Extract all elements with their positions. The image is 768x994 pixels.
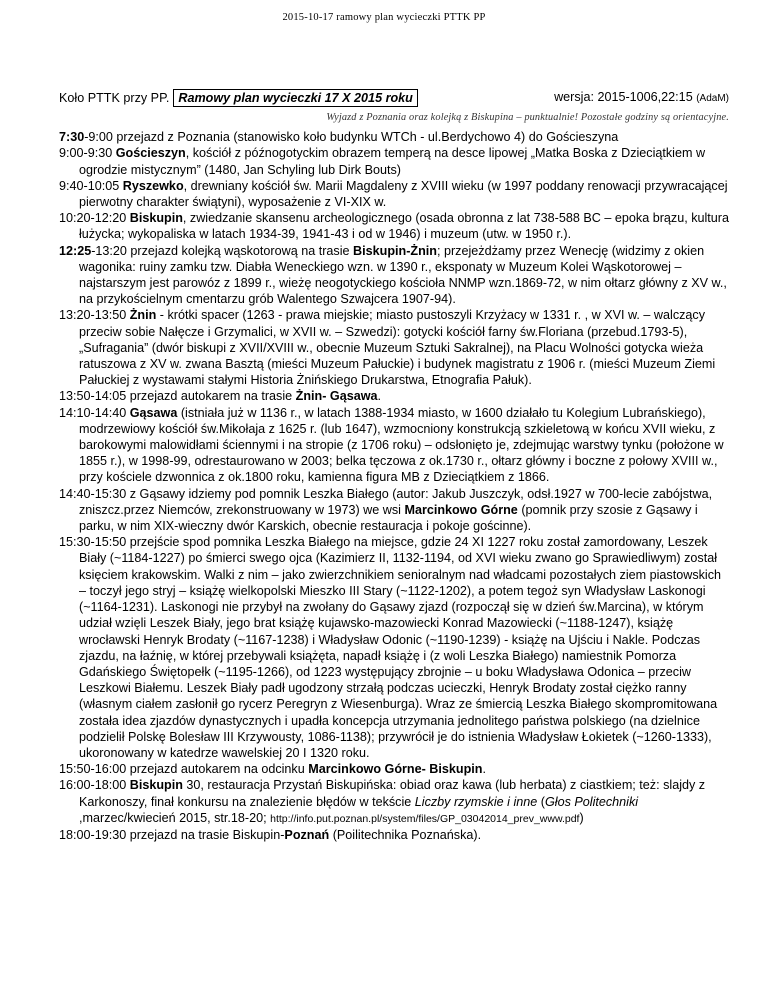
document-body <box>59 88 729 843</box>
entry-time: 14:40-15:30 z Gąsawy idziemy pod pomnik Leszka Białego (autor: Jakub Juszczyk, odsł.1927 w 700-lecie zabójstwa, zniszcz.przez Niemców, zrekonstruowany w 1973) we wsi <box>59 486 713 517</box>
version-label: wersja: 2015-1006,22:15 <box>554 89 693 104</box>
entry-text: , drewniany kościół św. Marii Magdaleny z XVIII wieku (w 1997 poddany renowacji przywracającej pierwotny charakter świątyni), wyposażenie z VI-XIX w. <box>79 178 728 210</box>
publication-link[interactable]: http://info.put.poznan.pl/system/files/GP_03042014_prev_www.pdf <box>270 812 580 825</box>
entry-text: 15:30-15:50 przejście spod pomnika Leszka Białego na miejsce, gdzie 24 XI 1227 roku został zamordowany, Leszek Biały (~1184-1227) po śmierci swego ojca (Kazimierz II, 1132-1194, od XVI wieku zwano go Sprawiedliwym) został księciem krakowskim. Walki z nim – jako zwierzchnikiem senioralnym nad władcami pozostałych ziem piastowskich – toczył jego stryj – książę wielkopolski Mieszko III Stary (~1122-1202), a potem tegoż syn Władysław Laskonogi (~1164-1231). Laskonogi nie przybył na zwołany do Gąsawy zjazd (rozpoczął się w dzień św.Marcina), w którym udział wzięli Leszek Biały, jego brat książę kujawsko-mazowiecki Konrad Mazowiecki (~1188-1247), książę wrocławski Henryk Brodaty (~1167-1238) i Władysław Odonic (~1190-1239) - książę na Ujściu i Nakle. Podczas zjazdu, na łaźnię, w której przebywali książęta, napadł książę i (z woli Leszka Białego) namiestnik Pomorza Gdańskiego Świętopełk (~1195-1266), od 1223 występujący zbrojnie – u boku Władysława Odonica – przeciw Leszkowi Białemu. Leszek Biały padł ugodzony strzałą podczas ucieczki, Henryk Brodaty został ciężko ranny (własnym ciałem zasłonił go rycerz Peregryn z Wiesenburga). Wraz ze śmiercią Leszka Białego skompromitowana została idea zjazdów dynastycznych i upadła koncepcja utrzymania jednolitego państwa polskiego (na dzielnice podzielił Polskę Bolesław III Krzywousty, 1086-1138); przywrócił je do istnienia Władysław Łokietek (~1260-1333), ukoronowany w katedrze wawelskiej 20 I 1320 roku. <box>59 535 722 760</box>
entry-place: Poznań <box>284 827 330 842</box>
entry-text: , kościół z późnogotyckim obrazem temperą na desce lipowej „Matka Boska z Dzieciątkiem w ogrodzie mistycznym” (1480, Jan Schyling lub Dirk Bouts) <box>79 146 706 177</box>
schedule-entry <box>59 486 729 535</box>
entry-place: Ryszewko <box>122 178 184 193</box>
entry-place: Marcinkowo Górne <box>404 502 518 517</box>
schedule-entry <box>59 388 729 404</box>
entry-time: 16:00-18:00 <box>59 778 130 793</box>
entry-time: 9:40-10:05 <box>59 178 123 193</box>
schedule-entry <box>59 777 729 827</box>
entry-place: Żnin <box>129 308 157 323</box>
entry-time: 9:00-9:30 <box>59 146 116 161</box>
entry-place: Biskupin-Żnin <box>353 243 437 258</box>
entry-text: , zwiedzanie skansenu archeologicznego (osada obronna z lat 738-588 BC – epoka brązu, kultura łużycka; wykopaliska w latach 1934-39, 1941-43 i od w 1946) i muzeum (utw. w 1950 r.). <box>79 211 729 242</box>
version-info <box>554 89 729 107</box>
schedule-entry <box>59 210 729 242</box>
schedule-entry <box>59 243 729 308</box>
entry-text: (Poilitechnika Poznańska). <box>329 827 482 842</box>
schedule-entry <box>59 827 729 843</box>
schedule-entry <box>59 761 729 777</box>
entry-place: Biskupin <box>129 211 183 226</box>
entry-place: Żnin- Gąsawa <box>295 389 378 404</box>
entry-place: Marcinkowo Górne- Biskupin <box>308 762 483 777</box>
publication-title: Głos Politechniki <box>544 794 639 809</box>
schedule-entry <box>59 307 729 388</box>
schedule-entry <box>59 534 729 761</box>
schedule-entry <box>59 178 729 210</box>
entry-place: Gąsawa <box>129 405 178 420</box>
version-author: (AdaM) <box>696 92 729 104</box>
title-line <box>59 88 729 108</box>
schedule-entry <box>59 405 729 486</box>
entry-text: -13:20 przejazd kolejką wąskotorową na trasie <box>91 243 354 258</box>
plan-title: Ramowy plan wycieczki 17 X 2015 roku <box>173 89 418 107</box>
entry-place: Gościeszyn <box>115 146 186 161</box>
organization-name: Koło PTTK przy PP. <box>59 90 170 105</box>
entry-text: (pomnik przy szosie z Gąsawy i parku, w nim XIX-wieczny dwór Karskich, obecnie restauracja i pokoje gościnne). <box>79 502 698 534</box>
entry-text: . <box>377 389 382 404</box>
entry-text: 30, restauracja Przystań Biskupińska: obiad oraz kawa (lub herbata) z ciastkiem; też: slajdy z Karkonoszy, finał konkursu na znalezienie błędów w tekście <box>79 778 706 809</box>
subtitle-note: Wyjazd z Poznania oraz kolejką z Biskupina – punktualnie! Pozostałe godziny są orientacyjne. <box>326 112 729 123</box>
entry-place: Biskupin <box>129 778 183 793</box>
entry-text: ,marzec/kwiecień 2015, str.18-20; <box>79 810 271 825</box>
entry-time-bold: 12:25 <box>59 243 92 258</box>
entry-time: 13:20-13:50 <box>59 308 130 323</box>
entry-time: 14:10-14:40 <box>59 405 130 420</box>
entry-text: (istniała już w 1136 r., w latach 1388-1934 miasto, w 1600 działało tu Kolegium Lubrańskiego), modrzewiowy kościół św.Mikołaja z 1625 r. (lub 1647), wzmocniony konstrukcją szkieletową w końcu XVII wieku, z barokowymi malowidłami ściennymi i na stropie (z 1706 roku) – odsłonięto je, zdejmując warstwy tynku (położone w 1855 r.), w 1998-99, odrestaurowano w 2003; belka tęczowa z ok.1730 r., ołtarz główny i boczne z połowy XVIII w., przy kościele dzwonnica z ok.1800 roku, kamienna figura MB z Dzieciątkiem z 1866. <box>79 405 724 485</box>
entry-time-bold: 7:30 <box>59 130 85 145</box>
entry-text: ; przejeżdżamy przez Wenecję (widzimy z okien wagonika: ruiny zamku tzw. Diabła Weneckiego wzn. w 1390 r., eksponaty w Muzeum Kolei Wąskotorowej – najstarszym jest parowóz z 1899 r., wieżę neogotyckiego kościoła NNMP wzn.1869-72, w nim ołtarz główny z XV w., na przykościelnym cmentarzu grób Walentego Szwajcera 1907-94). <box>79 243 727 307</box>
entry-time: 18:00-19:30 przejazd na trasie Biskupin- <box>59 827 285 842</box>
entry-text: ) <box>579 810 584 825</box>
schedule-entry <box>59 129 729 145</box>
schedule-entry <box>59 145 729 177</box>
entry-text: ( <box>537 794 545 809</box>
entry-time: 13:50-14:05 przejazd autokarem na trasie <box>59 389 296 404</box>
article-title: Liczby rzymskie i inne <box>414 794 538 809</box>
entry-text: -9:00 przejazd z Poznania (stanowisko koło budynku WTCh - ul.Berdychowo 4) do Gościeszyna <box>84 130 619 145</box>
entry-time: 15:50-16:00 przejazd autokarem na odcinku <box>59 762 309 777</box>
entry-text: - krótki spacer (1263 - prawa miejskie; miasto pustoszyli Krzyżacy w 1331 r. , w XVI w. – walczący przeciw sobie Nałęcze i Grzymalici, w XVII w. – Szwedzi): gotycki kościół farny św.Floriana (przebud.1793-5), „Sufragania” (dwór biskupi z XVII/XVIII w., obecnie Muzeum Sztuki Sakralnej), na Placu Wolności gotycka wieża ratuszowa z XV w. zwana Basztą (mieści Muzeum Pałuckie) i budynek magistratu z 1906 r. (mieści Muzeum Ziemi Pałuckiej z wystawami stałymi Historia Żnińskiego Drukarstwa, Etnografia Pałuk). <box>79 308 716 388</box>
entry-text: . <box>482 762 486 777</box>
running-header: 2015-10-17 ramowy plan wycieczki PTTK PP <box>282 12 486 23</box>
entry-time: 10:20-12:20 <box>59 211 130 226</box>
